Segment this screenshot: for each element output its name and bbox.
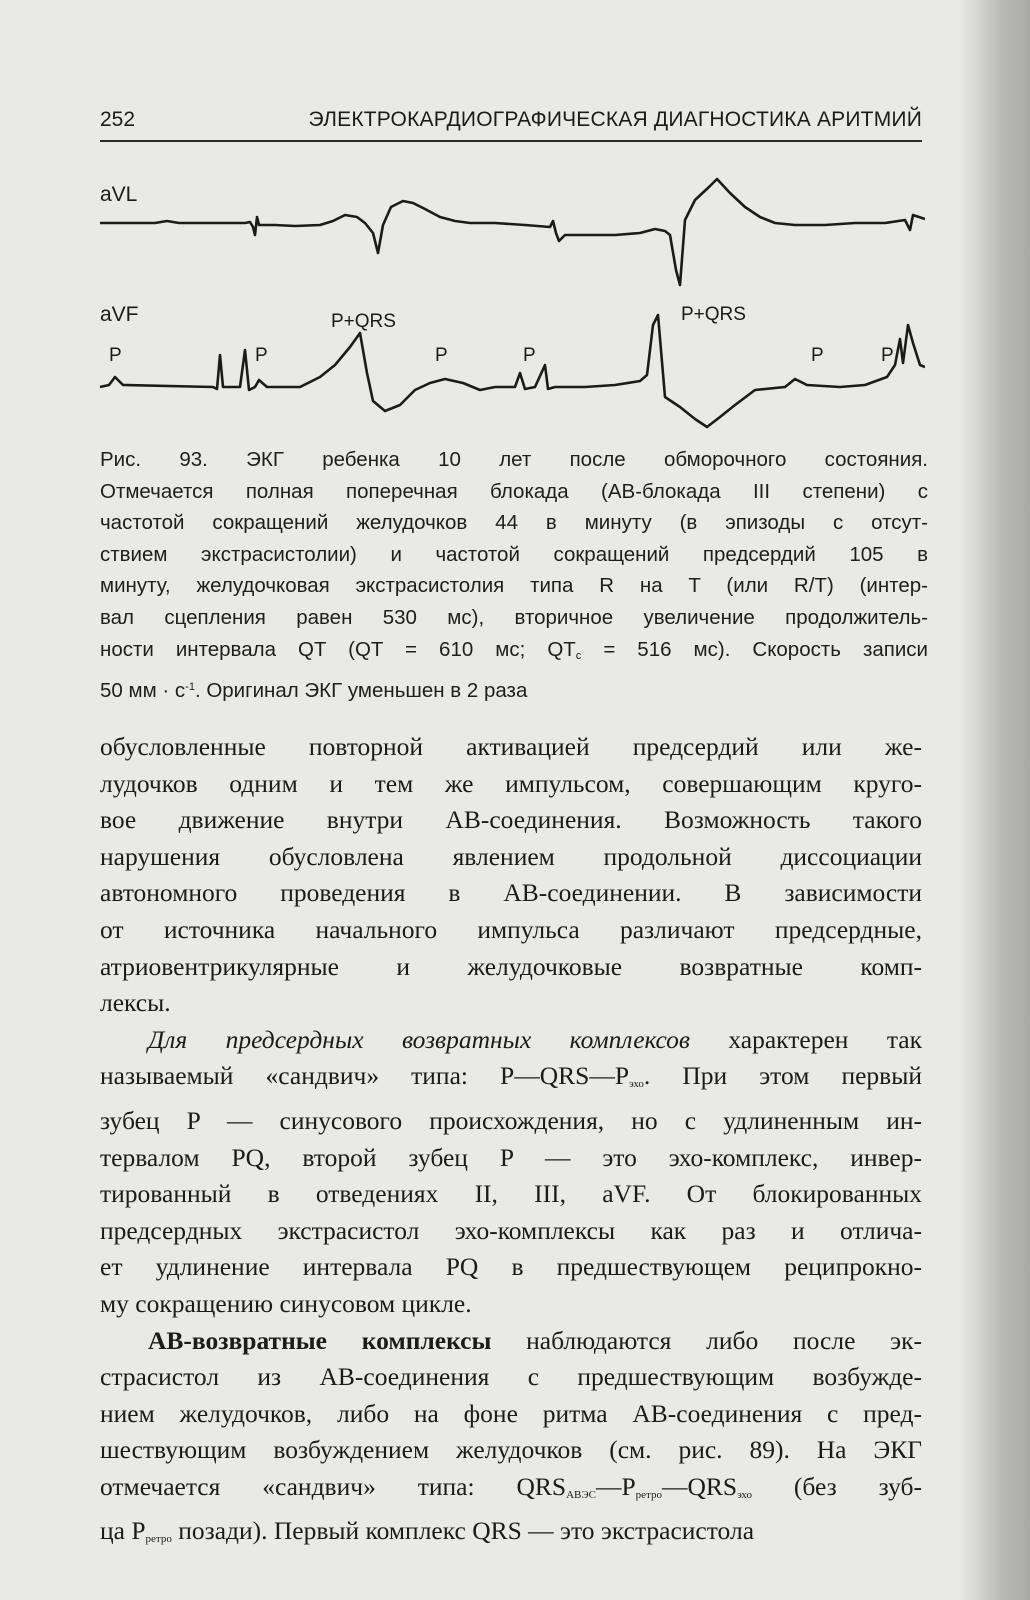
- body-line: атриовентрикулярные и желудочковые возвратные комп-: [100, 951, 922, 981]
- body-line: страсистол из АВ-соединения с предшествующим возбужде-: [100, 1362, 922, 1392]
- page-number: 252: [100, 108, 136, 131]
- caption-line: частотой сокращений желудочков 44 в минуту (в эпизоды с отсут-: [100, 511, 928, 535]
- body-text-span: называемый «сандвич» типа: P—QRS—P: [100, 1061, 630, 1091]
- body-text-span: ца P: [100, 1516, 146, 1546]
- body-line: лудочков одним и тем же импульсом, совершающим круго-: [100, 768, 922, 798]
- body-line: тервалом PQ, второй зубец P — это эхо-комплекс, инвер-: [100, 1142, 922, 1172]
- ecg-figure: [95, 165, 925, 440]
- body-line: лексы.: [100, 988, 171, 1018]
- caption-line: минуту, желудочковая экстрасистолия типа R на T (или R/T) (интер-: [100, 574, 928, 598]
- ecg-annotation-p: P: [811, 345, 824, 366]
- body-text-span: —QRS: [661, 1471, 738, 1501]
- caption-text: . Оригинал ЭКГ уменьшен в 2 раза: [194, 679, 528, 703]
- body-line: [100, 1323, 922, 1360]
- ecg-annotation-p: P: [523, 345, 536, 366]
- body-line: ет удлинение интервала PQ в предшествующем реципрокно-: [100, 1252, 922, 1282]
- caption-line: [100, 672, 928, 707]
- body-line: шествующим возбуждением желудочков (см. рис. 89). На ЭКГ: [100, 1435, 922, 1465]
- ecg-trace-avf: [100, 315, 925, 427]
- body-text-span: . При этом первый: [643, 1061, 922, 1091]
- running-header: [100, 104, 922, 142]
- caption-subscript: c: [575, 649, 582, 662]
- subscript: ретро: [145, 1533, 172, 1546]
- caption-text: ности интервала QT (QT = 610 мс; QT: [100, 637, 576, 661]
- body-text-span: отмечается «сандвич» типа: QRS: [100, 1471, 567, 1501]
- body-line: [100, 1058, 922, 1103]
- caption-line: вал сцепления равен 530 мс), вторичное увеличение продолжитель-: [100, 605, 928, 629]
- subscript: ретро: [635, 1488, 662, 1501]
- caption-superscript: -1: [185, 681, 195, 694]
- body-text-span: наблюдаются либо после эк-: [491, 1325, 923, 1355]
- ecg-annotation-p: P: [255, 345, 268, 366]
- ecg-annotation-p: P: [435, 345, 448, 366]
- caption-line: Рис. 93. ЭКГ ребенка 10 лет после обморочного состояния.: [100, 448, 928, 471]
- subscript: эхо: [737, 1488, 752, 1501]
- body-line: нарушения обусловлена явлением продольной диссоциации: [100, 841, 922, 871]
- subscript: эхо: [629, 1078, 644, 1091]
- ecg-annotation-pqrs-1: P+QRS: [331, 311, 396, 332]
- ecg-annotation-p: P: [109, 345, 122, 366]
- body-line: вое движение внутри АВ-соединения. Возможность такого: [100, 805, 922, 835]
- ecg-annotation-p: P: [881, 345, 894, 366]
- caption-text: = 516 мс). Скорость записи: [581, 637, 928, 661]
- body-line: [100, 1469, 922, 1514]
- body-text-span: позади). Первый комплекс QRS — это экстрасистола: [171, 1516, 755, 1546]
- body-text-span: (без зуб-: [751, 1471, 922, 1501]
- body-line: предсердных экстрасистол эхо-комплексы как раз и отлича-: [100, 1215, 922, 1245]
- caption-line: Отмечается полная поперечная блокада (АВ-блокада III степени) с: [100, 479, 928, 503]
- caption-line: [100, 634, 928, 673]
- body-line: тированный в отведениях II, III, aVF. От блокированных: [100, 1179, 922, 1209]
- italic-term: Для предсердных возвратных комплексов: [148, 1024, 690, 1054]
- body-line: му сокращению синусовом цикле.: [100, 1288, 472, 1318]
- ecg-trace-avl: [100, 179, 925, 285]
- caption-line: ствием экстрасистолии) и частотой сокращений предсердий 105 в: [100, 542, 928, 566]
- bold-term: АВ-возвратные комплексы: [148, 1325, 492, 1355]
- body-line: автономного проведения в АВ-соединении. В зависимости: [100, 878, 922, 908]
- page-edge-shadow: [960, 0, 1030, 1600]
- body-line: обусловленные повторной активацией предсердий или же-: [100, 732, 922, 761]
- running-title: ЭЛЕКТРОКАРДИОГРАФИЧЕСКАЯ ДИАГНОСТИКА АРИТМИЙ: [308, 108, 922, 131]
- figure-caption: [100, 444, 928, 707]
- body-text-span: —P: [595, 1471, 636, 1501]
- body-line: нием желудочков, либо на фоне ритма АВ-соединения с пред-: [100, 1398, 922, 1428]
- body-line: [100, 1513, 922, 1558]
- subscript: АВЭС: [566, 1488, 596, 1501]
- body-text-span: характерен так: [689, 1024, 922, 1054]
- lead-avl-label: aVL: [100, 183, 138, 206]
- lead-avf-label: aVF: [100, 303, 139, 326]
- caption-text: 50 мм · с: [100, 679, 186, 703]
- body-text: [100, 729, 922, 1558]
- body-line: [100, 1022, 922, 1059]
- body-line: зубец P — синусового происхождения, но с удлиненным ин-: [100, 1105, 922, 1135]
- ecg-annotation-pqrs-2: P+QRS: [681, 304, 746, 325]
- body-line: от источника начального импульса различают предсердные,: [100, 914, 922, 944]
